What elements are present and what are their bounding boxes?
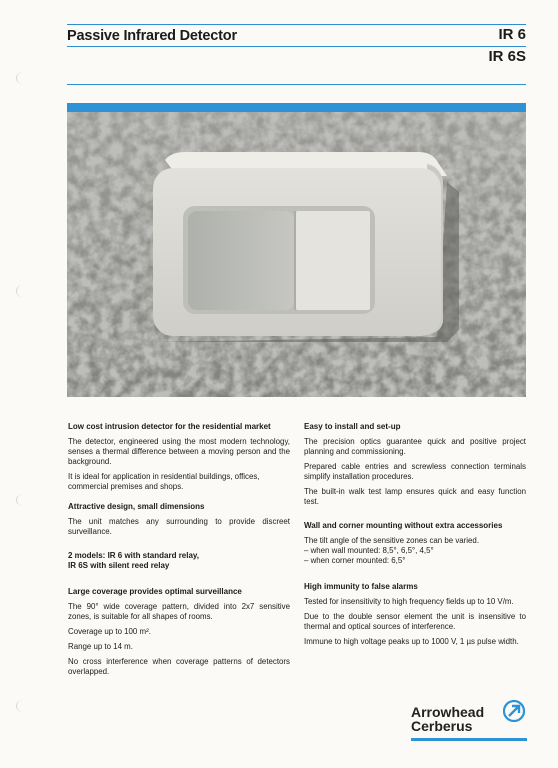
heading-line: 2 models: IR 6 with standard relay, (68, 551, 199, 560)
bottom-rule (67, 84, 526, 85)
arrowhead-logo-icon (503, 700, 525, 722)
section-heading: Low cost intrusion detector for the residential market (68, 422, 271, 431)
list-item: – when wall mounted: 8,5°, 6,5°, 4,5° (304, 546, 434, 555)
section-install (304, 422, 526, 507)
punch-hole (16, 72, 30, 84)
section-heading: Attractive design, small dimensions (68, 502, 205, 511)
paragraph: The 90° wide coverage pattern, divided into 2x7 sensitive zones, is suitable for all shapes of rooms. (68, 602, 290, 621)
paragraph: The built-in walk test lamp ensures quick and easy function test. (304, 487, 526, 506)
paragraph: No cross interference when coverage patterns of detectors overlapped. (68, 657, 290, 676)
heading-line: IR 6S with silent reed relay (68, 561, 170, 570)
tilt-list (304, 546, 526, 566)
model-ir6: IR 6 (498, 26, 526, 43)
section-low-cost (68, 422, 290, 492)
paragraph: It is ideal for application in residential buildings, offices, commercial premises and shops. (68, 472, 260, 491)
top-rule (67, 24, 526, 25)
middle-rule (67, 46, 526, 47)
section-coverage (68, 587, 290, 677)
paragraph: The unit matches any surrounding to provide discreet surveillance. (68, 517, 290, 536)
section-heading: Wall and corner mounting without extra accessories (304, 521, 503, 530)
paragraph: Coverage up to 100 m². (68, 627, 151, 636)
left-column (68, 422, 290, 687)
section-heading: Large coverage provides optimal surveillance (68, 587, 242, 596)
detector-photo (67, 112, 526, 397)
right-column (304, 422, 526, 657)
paragraph: The precision optics guarantee quick and positive project planning and commissioning. (304, 437, 526, 456)
punch-hole (16, 700, 30, 712)
section-mounting (304, 521, 526, 566)
list-item: – when corner mounted: 6,5° (304, 556, 406, 565)
section-design (68, 502, 290, 537)
section-heading: High immunity to false alarms (304, 582, 418, 591)
paragraph: Range up to 14 m. (68, 642, 133, 651)
logo-line: Arrowhead (411, 704, 485, 720)
page-title: Passive Infrared Detector (67, 28, 237, 44)
logo-underline (411, 738, 527, 741)
paragraph: Due to the double sensor element the unit is insensitive to thermal and optical sources of interference. (304, 612, 526, 631)
blue-accent-bar (67, 103, 526, 112)
paragraph: The detector, engineered using the most modern technology, senses a thermal difference between a moving person and the background. (68, 437, 290, 466)
punch-hole (16, 285, 30, 297)
paragraph: Immune to high voltage peaks up to 1000 V, 1 µs pulse width. (304, 637, 519, 646)
punch-hole (16, 494, 30, 506)
section-heading (68, 551, 290, 571)
logo-line: Cerberus (411, 718, 473, 734)
section-heading: Easy to install and set-up (304, 422, 401, 431)
paragraph: Tested for insensitivity to high frequency fields up to 10 V/m. (304, 597, 514, 606)
section-immunity (304, 582, 526, 647)
paragraph: Prepared cable entries and screwless connection terminals simplify installation procedures. (304, 462, 526, 481)
brand-logo (411, 705, 484, 733)
paragraph: The tilt angle of the sensitive zones can be varied. (304, 536, 480, 545)
section-models (68, 551, 290, 571)
model-ir6s: IR 6S (488, 48, 526, 65)
